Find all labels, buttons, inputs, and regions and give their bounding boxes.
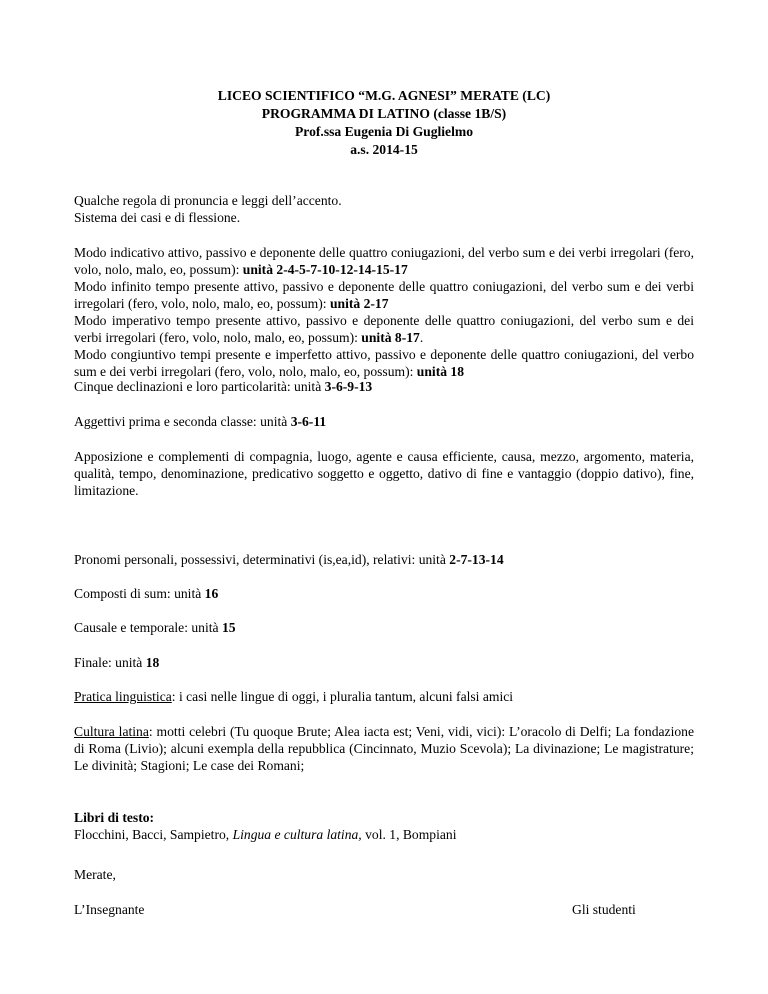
textbook-title: Lingua e cultura latina, [232, 827, 362, 842]
causal-line: Causale e temporale: unità 15 [74, 620, 236, 635]
document-header [0, 87, 768, 159]
school-name: LICEO SCIENTIFICO “M.G. AGNESI” MERATE (LC) [217, 88, 551, 103]
textbooks-heading: Libri di testo: [74, 810, 155, 825]
complements-paragraph: Apposizione e complementi di compagnia, luogo, agente e causa efficiente, causa, mezzo, argomento, materia, qualità, tempo, denominazione, predicativo soggetto e oggetto, dativo di fine e vantaggio (doppio dativo), fine, limitazione. [74, 449, 694, 498]
unit-ref: unità 2-17 [329, 296, 389, 311]
verb-topic: Modo congiuntivo tempi presente e imperfetto attivo, passivo e deponente delle quattro coniugazioni, del verbo sum e dei verbi irregolari (fero, volo, nolo, malo, eo, possum): unità 18 [74, 347, 694, 379]
unit-ref: 18 [145, 655, 160, 670]
students-signature-label: Gli studenti [572, 902, 636, 917]
unit-ref: 2-7-13-14 [449, 552, 504, 567]
teacher-name: Prof.ssa Eugenia Di Guglielmo [295, 124, 473, 139]
unit-ref: unità 18 [416, 364, 465, 379]
verb-topic: Modo indicativo attivo, passivo e deponente delle quattro coniugazioni, del verbo sum e dei verbi irregolari (fero, volo, nolo, malo, eo, possum): unità 2-4-5-7-10-12-14-15-17 [74, 245, 694, 277]
verbs-section [74, 244, 694, 380]
unit-ref: 3-6-9-13 [324, 379, 373, 394]
pronouns-line: Pronomi personali, possessivi, determinativi (is,ea,id), relativi: unità 2-7-13-14 [74, 552, 504, 567]
adjectives-line: Aggettivi prima e seconda classe: unità 3-6-11 [74, 414, 327, 429]
practice-label: Pratica linguistica [74, 689, 172, 704]
final-line: Finale: unità 18 [74, 655, 160, 670]
intro-line: Sistema dei casi e di flessione. [74, 210, 241, 225]
teacher-signature-label: L’Insegnante [74, 902, 145, 917]
program-title: PROGRAMMA DI LATINO (classe 1B/S) [261, 106, 507, 121]
school-year: a.s. 2014-15 [350, 142, 418, 157]
culture-label: Cultura latina [74, 724, 149, 739]
unit-ref: 15 [221, 620, 236, 635]
textbook-entry: Flocchini, Bacci, Sampietro, Lingua e cultura latina, vol. 1, Bompiani [74, 827, 457, 842]
intro-section [74, 192, 694, 226]
unit-ref: unità 8-17 [361, 330, 420, 345]
signatures [74, 901, 694, 918]
practice-line: Pratica linguistica: i casi nelle lingue di oggi, i pluralia tantum, alcuni falsi amici [74, 689, 514, 704]
declensions-line: Cinque declinazioni e loro particolarità: unità 3-6-9-13 [74, 379, 373, 394]
compounds-line: Composti di sum: unità 16 [74, 586, 219, 601]
textbooks-section [74, 809, 694, 843]
unit-ref: unità 2-4-5-7-10-12-14-15-17 [242, 262, 408, 277]
verb-topic: Modo infinito tempo presente attivo, passivo e deponente delle quattro coniugazioni, del verbo sum e dei verbi irregolari (fero, volo, nolo, malo, eo, possum): unità 2-17 [74, 279, 694, 311]
unit-ref: 3-6-11 [290, 414, 327, 429]
verb-topic: Modo imperativo tempo presente attivo, passivo e deponente delle quattro coniugazioni, del verbo sum e dei verbi irregolari (fero, volo, nolo, malo, eo, possum): unità 8-17. [74, 313, 694, 345]
intro-line: Qualche regola di pronuncia e leggi dell’accento. [74, 193, 342, 208]
unit-ref: 16 [204, 586, 219, 601]
culture-paragraph: Cultura latina: motti celebri (Tu quoque Brute; Alea iacta est; Veni, vidi, vici): L’oracolo di Delfi; La fondazione di Roma (Livio); alcuni exempla della repubblica (Cincinnato, Muzio Scevola); La divinazione; Le magistrature; Le divinità; Stagioni; Le case dei Romani; [74, 724, 694, 773]
place-line: Merate, [74, 867, 116, 882]
